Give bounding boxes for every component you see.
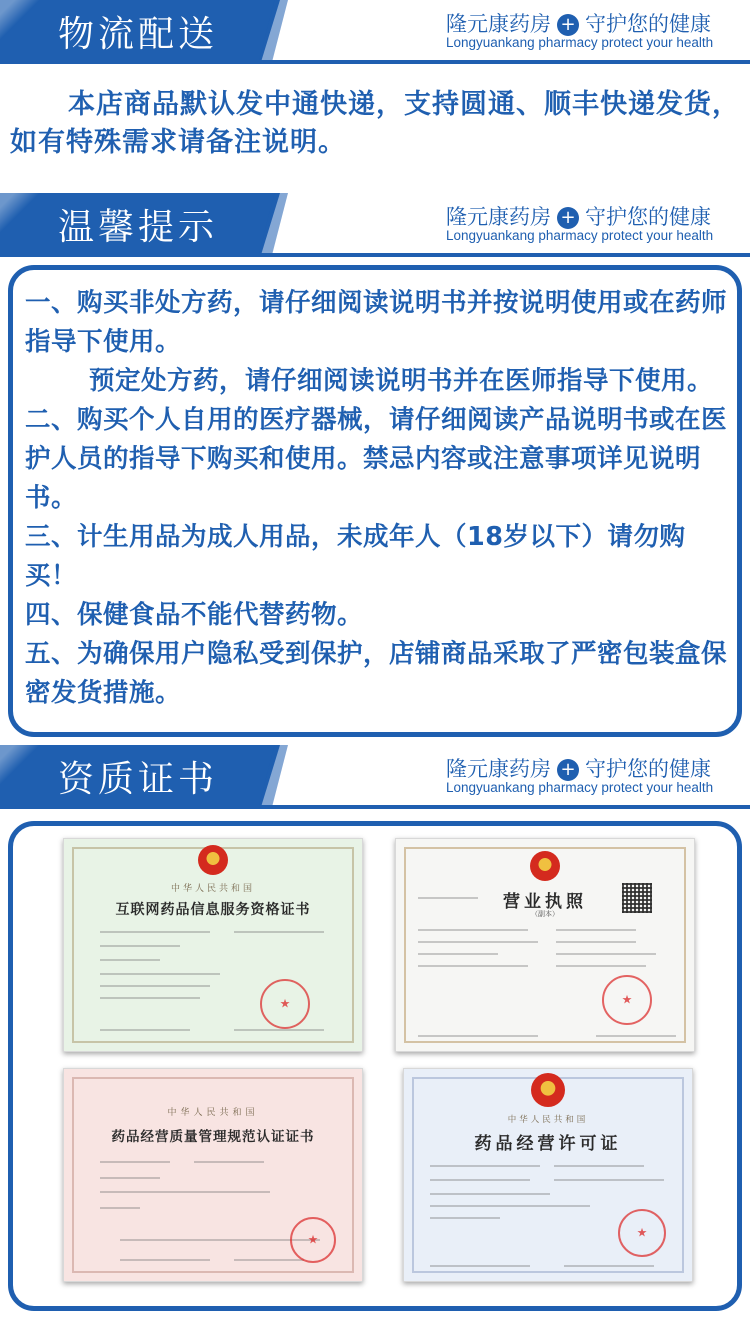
tips-box (8, 265, 742, 737)
brand-slogan-english: Longyuankang pharmacy protect your health (446, 780, 714, 795)
text-line (596, 1035, 676, 1037)
text-line (234, 1259, 304, 1261)
certificate-title: 互联网药品信息服务资格证书 (115, 902, 311, 918)
brand-motto: 守护您的健康 (585, 757, 711, 781)
certificate-subtitle: （副本） (531, 910, 559, 918)
text-line (100, 1161, 170, 1163)
section-header-shipping (0, 0, 750, 64)
text-line (100, 959, 160, 961)
header-corner-decoration (0, 745, 40, 785)
brand-motto: 守护您的健康 (585, 12, 711, 36)
certificate-internet-drug-info (63, 838, 363, 1052)
text-line (100, 931, 210, 933)
plus-icon: + (557, 759, 579, 781)
certificate-title: 药品经营许可证 (474, 1134, 622, 1154)
text-line (194, 1161, 264, 1163)
text-line (234, 1029, 324, 1031)
tip-item: 一、购买非处方药，请仔细阅读说明书并按说明使用或在药师指导下使用。 (25, 288, 728, 357)
text-line (556, 929, 636, 931)
tip-item: 预定处方药，请仔细阅读说明书并在医师指导下使用。 (89, 366, 714, 396)
section-title: 资质证书 (58, 759, 219, 800)
official-seal-icon (618, 1209, 666, 1257)
brand-name: 隆元康药房 (446, 12, 551, 36)
text-line (100, 945, 180, 947)
certificate-title: 营业执照 (503, 892, 587, 912)
text-line (120, 1259, 210, 1261)
text-line (100, 973, 220, 975)
brand-slogan-english: Longyuankang pharmacy protect your health (446, 35, 714, 50)
certificate-country: 中华人民共和国 (507, 1115, 589, 1125)
tip-item: 二、购买个人自用的医疗器械，请仔细阅读产品说明书或在医护人员的指导下购买和使用。禁忌内容或注意事项详见说明书。 (25, 405, 728, 513)
official-seal-icon (260, 979, 310, 1029)
text-line (100, 1191, 270, 1193)
header-underline (0, 253, 750, 257)
tips-list (25, 284, 735, 713)
brand-motto: 守护您的健康 (585, 205, 711, 229)
text-line (556, 941, 636, 943)
text-line (564, 1265, 654, 1267)
official-seal-icon (290, 1217, 336, 1263)
section-header-tips (0, 193, 750, 257)
section-header-certificates (0, 745, 750, 809)
plus-icon: + (557, 207, 579, 229)
text-line (554, 1165, 644, 1167)
tip-item: 五、为确保用户隐私受到保护，店铺商品采取了严密包装盒保密发货措施。 (25, 639, 728, 708)
certificate-country: 中华人民共和国 (167, 1108, 259, 1118)
certificate-country: 中华人民共和国 (170, 884, 255, 894)
text-line (430, 1179, 530, 1181)
text-line (418, 965, 528, 967)
text-line (430, 1265, 530, 1267)
text-line (430, 1193, 550, 1195)
national-emblem-icon (531, 1073, 565, 1107)
text-line (100, 997, 200, 999)
qr-code-icon (622, 883, 652, 913)
brand-slogan (446, 753, 711, 783)
text-line (418, 929, 528, 931)
text-line (554, 1179, 664, 1181)
brand-slogan (446, 201, 711, 231)
text-line (100, 1207, 140, 1209)
brand-name: 隆元康药房 (446, 757, 551, 781)
official-seal-icon (602, 975, 652, 1025)
text-line (556, 965, 646, 967)
brand-slogan (446, 8, 711, 38)
text-line (100, 1029, 190, 1031)
brand-slogan-english: Longyuankang pharmacy protect your health (446, 228, 714, 243)
header-corner-decoration (0, 0, 40, 40)
section-title: 物流配送 (58, 14, 219, 55)
text-line (100, 985, 210, 987)
tip-item: 四、保健食品不能代替药物。 (25, 600, 364, 630)
shipping-text: 本店商品默认发中通快递，支持圆通、顺丰快递发货，如有特殊需求请备注说明。 (10, 89, 740, 158)
certificate-business-license (395, 838, 695, 1052)
header-underline (0, 805, 750, 809)
plus-icon: + (557, 14, 579, 36)
text-line (418, 1035, 538, 1037)
brand-name: 隆元康药房 (446, 205, 551, 229)
text-line (100, 1177, 160, 1179)
text-line (430, 1217, 500, 1219)
header-corner-decoration (0, 193, 40, 233)
text-line (556, 953, 656, 955)
section-title: 温馨提示 (58, 207, 219, 248)
header-underline (0, 60, 750, 64)
text-line (418, 897, 478, 899)
text-line (418, 941, 538, 943)
certificate-drug-trading-license (403, 1068, 693, 1282)
certificates-box (8, 821, 742, 1311)
certificate-title: 药品经营质量管理规范认证证书 (111, 1129, 315, 1145)
text-line (418, 953, 498, 955)
national-emblem-icon (530, 851, 560, 881)
text-line (430, 1205, 590, 1207)
tip-item: 三、计生用品为成人用品，未成年人（18岁以下）请勿购买！ (25, 522, 686, 591)
text-line (430, 1165, 540, 1167)
text-line (234, 931, 324, 933)
national-emblem-icon (198, 845, 228, 875)
certificate-gsp (63, 1068, 363, 1282)
